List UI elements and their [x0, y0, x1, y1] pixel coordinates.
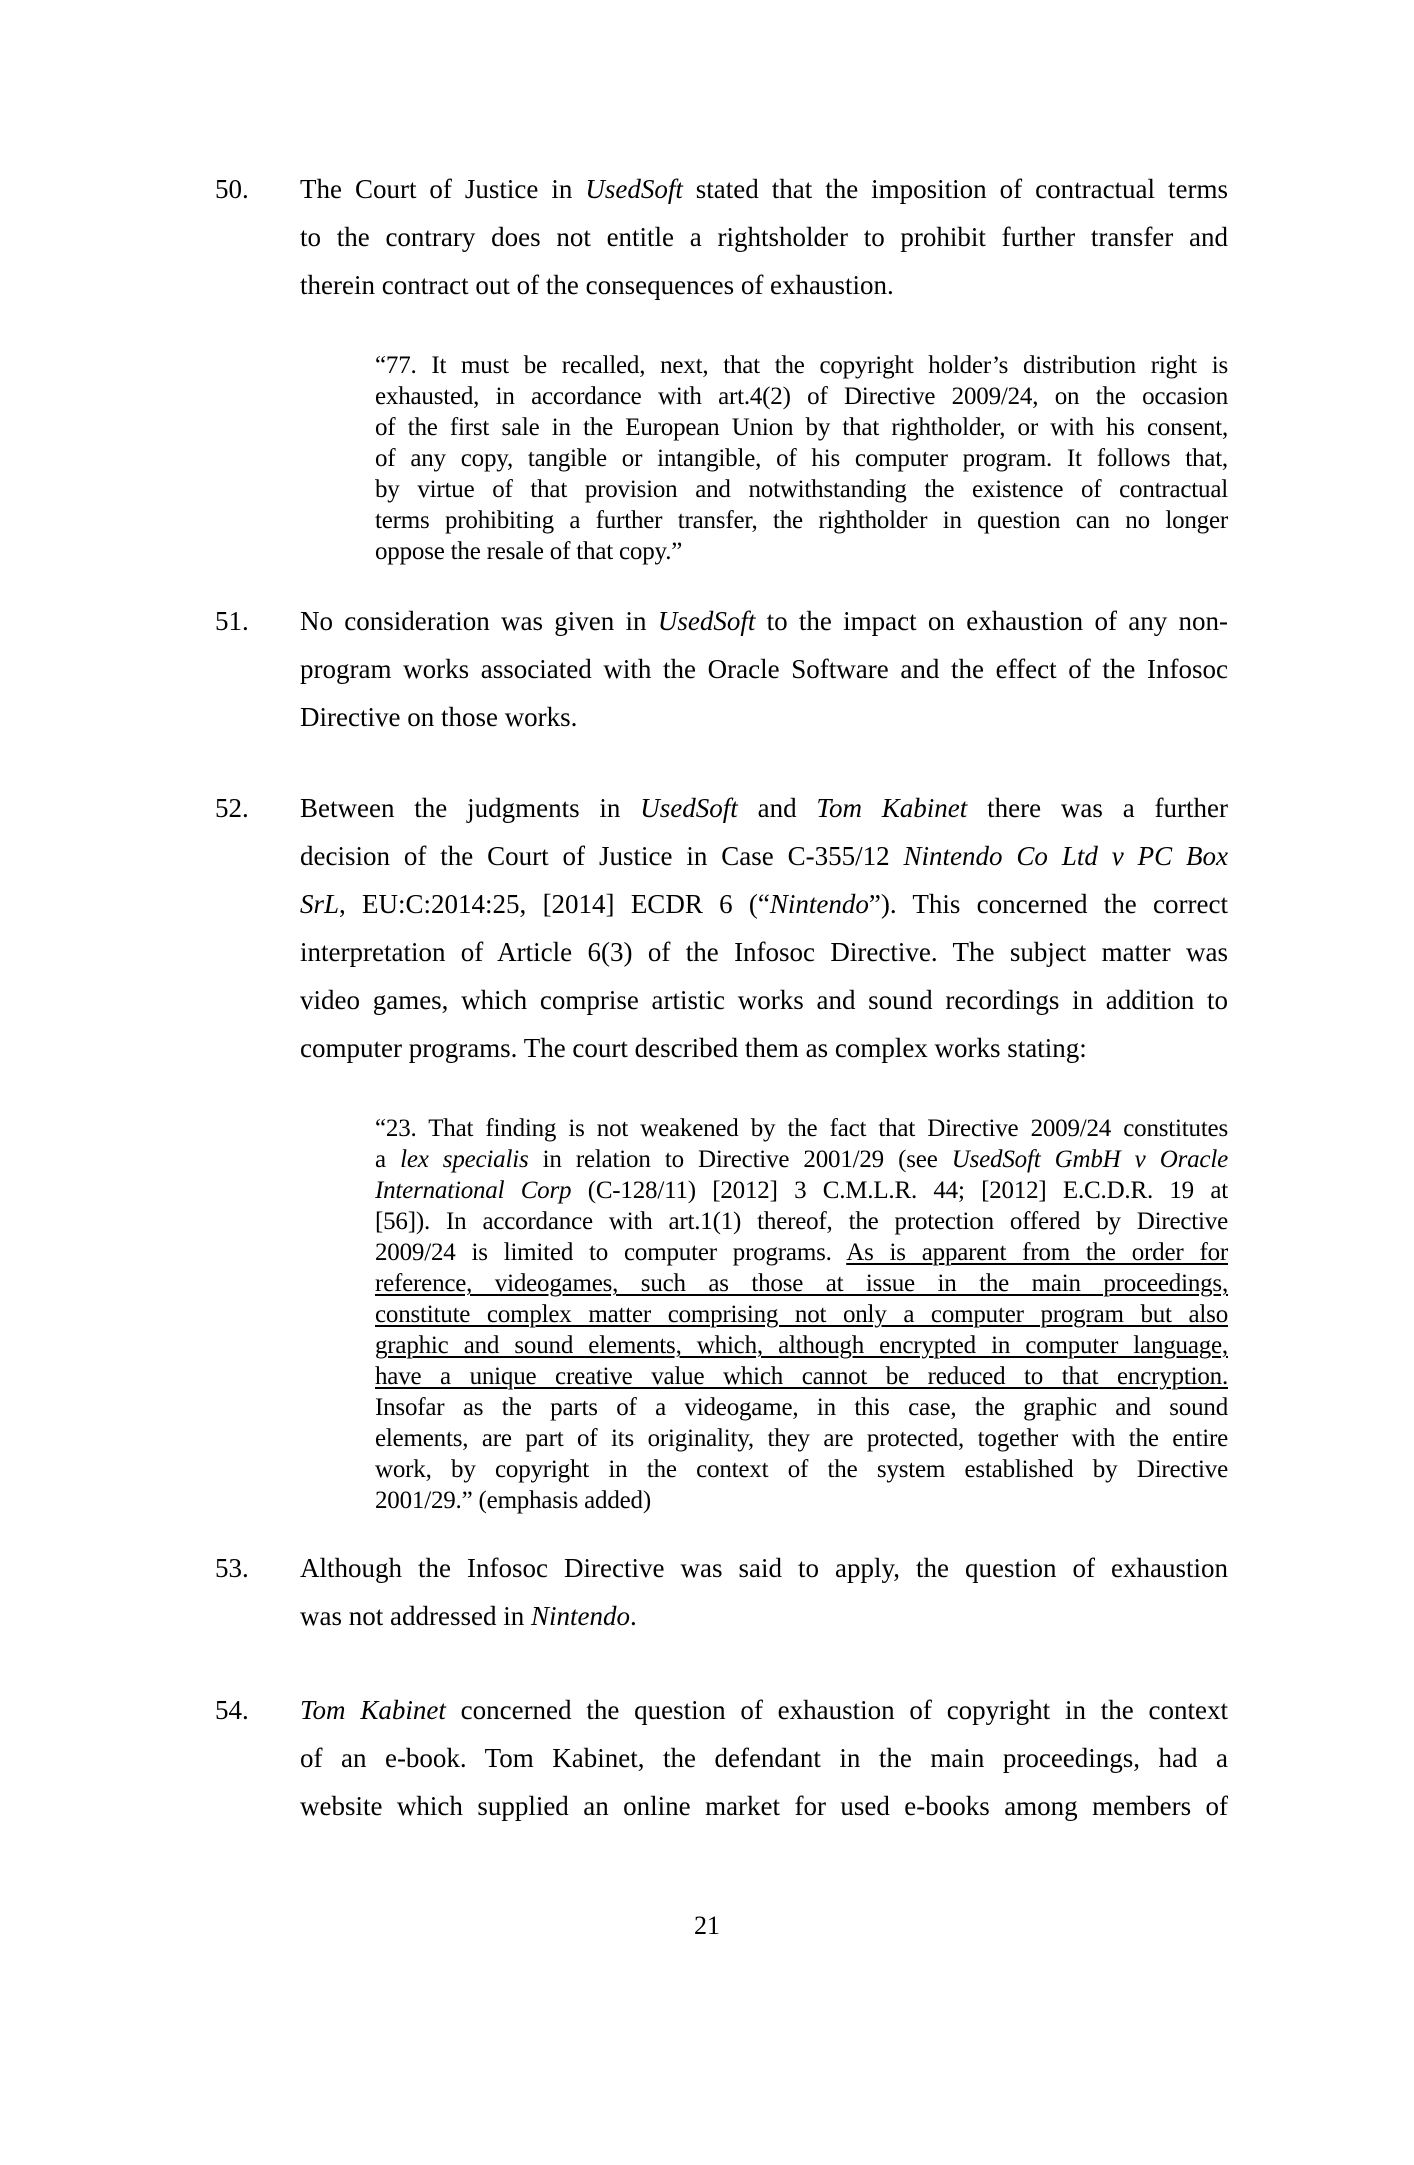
text-line [375, 505, 1228, 536]
text-line [375, 1237, 1228, 1268]
text-line [375, 1454, 1228, 1485]
text-segment: a [375, 1146, 401, 1173]
italic-text: Tom Kabinet [300, 1695, 446, 1725]
text-line [375, 1175, 1228, 1206]
paragraph-number: 54. [215, 1695, 249, 1725]
italic-text: lex specialis [400, 1146, 529, 1173]
text-line [300, 928, 1228, 976]
text-segment: work, by copyright in the context of the system established by Directive [375, 1456, 1228, 1483]
text-segment: there was a further [967, 793, 1228, 823]
text-line [300, 1592, 1228, 1640]
text-segment: video games, which comprise artistic works and sound recordings in addition to [300, 985, 1228, 1015]
block-quote [0, 350, 1414, 567]
text-line [375, 350, 1228, 381]
text-segment: “23. That finding is not weakened by the fact that Directive 2009/24 constitutes [375, 1115, 1228, 1142]
text-segment: program works associated with the Oracle Software and the effect of the Infosoc [300, 654, 1228, 684]
paragraph-52 [0, 784, 1414, 1072]
text-line [300, 213, 1228, 261]
text-segment: Although the Infosoc Directive was said to apply, the question of exhaustion [300, 1553, 1228, 1583]
text-line [375, 1423, 1228, 1454]
paragraph-53 [0, 1544, 1414, 1640]
text-segment: by virtue of that provision and notwithstanding the existence of contractual [375, 476, 1228, 503]
paragraph-54 [0, 1686, 1414, 1830]
italic-text: Nintendo [769, 889, 869, 919]
text-segment: and [737, 793, 817, 823]
text-line [300, 832, 1228, 880]
text-segment: to the contrary does not entitle a rightsholder to prohibit further transfer and [300, 222, 1228, 252]
text-segment: was not addressed in [300, 1601, 531, 1631]
page [0, 165, 1414, 2165]
text-segment: ”). This concerned the correct [868, 889, 1228, 919]
italic-text: SrL [300, 889, 340, 919]
text-line [300, 645, 1228, 693]
text-line [375, 381, 1228, 412]
document-body [0, 165, 1414, 1830]
text-segment: computer programs. The court described them as complex works stating: [300, 1033, 1087, 1063]
text-line [300, 597, 1228, 645]
text-line [300, 1544, 1228, 1592]
text-segment: Between the judgments in [300, 793, 641, 823]
text-segment: oppose the resale of that copy.” [375, 538, 683, 565]
underlined-text: As is apparent from the order for [846, 1239, 1228, 1266]
italic-text: Nintendo Co Ltd v PC Box [903, 841, 1228, 871]
text-line [375, 1268, 1228, 1299]
text-line [300, 261, 1228, 309]
text-segment: in relation to Directive 2001/29 (see [528, 1146, 952, 1173]
text-line [375, 1206, 1228, 1237]
text-line [375, 1485, 1228, 1516]
text-segment: [56]). In accordance with art.1(1) thereof, the protection offered by Directive [375, 1208, 1228, 1235]
paragraph-text [300, 165, 1228, 309]
text-line [300, 1686, 1228, 1734]
text-line [300, 976, 1228, 1024]
text-line [375, 474, 1228, 505]
italic-text: Nintendo [530, 1601, 630, 1631]
paragraph-51 [0, 597, 1414, 741]
text-segment: therein contract out of the consequences of exhaustion. [300, 270, 894, 300]
text-segment: 2001/29.” (emphasis added) [375, 1487, 651, 1514]
text-line [375, 1361, 1228, 1392]
text-segment: Insofar as the parts of a videogame, in this case, the graphic and sound [375, 1394, 1228, 1421]
text-line [375, 412, 1228, 443]
paragraph-number: 52. [215, 793, 249, 823]
text-segment: Directive on those works. [300, 702, 578, 732]
page-footer [0, 1910, 1414, 1941]
paragraph-text [300, 784, 1228, 1072]
underlined-text: have a unique creative value which cannot be reduced to that encryption. [375, 1363, 1228, 1390]
paragraph-text [300, 1544, 1228, 1640]
text-line [300, 1782, 1228, 1830]
text-line [375, 443, 1228, 474]
italic-text: UsedSoft [657, 606, 756, 636]
paragraph-text [300, 1686, 1228, 1830]
text-line [375, 1113, 1228, 1144]
text-segment: website which supplied an online market for used e-books among members of [300, 1791, 1228, 1821]
text-line [375, 1299, 1228, 1330]
paragraph-number: 53. [215, 1553, 249, 1583]
text-segment: of any copy, tangible or intangible, of his computer program. It follows that, [375, 445, 1228, 472]
text-segment: (C-128/11) [2012] 3 C.M.L.R. 44; [2012] E.C.D.R. 19 at [571, 1177, 1228, 1204]
paragraph-number: 50. [215, 174, 249, 204]
text-segment: “77. It must be recalled, next, that the copyright holder’s distribution right is [375, 352, 1228, 379]
text-segment: No consideration was given in [300, 606, 658, 636]
underlined-text: reference, videogames, such as those at issue in the main proceedings, [375, 1270, 1228, 1297]
text-line [375, 1330, 1228, 1361]
text-line [300, 880, 1228, 928]
text-segment: of an e-book. Tom Kabinet, the defendant in the main proceedings, had a [300, 1743, 1228, 1773]
text-line [375, 1144, 1228, 1175]
text-segment: decision of the Court of Justice in Case C-355/12 [300, 841, 904, 871]
text-segment: of the first sale in the European Union by that rightholder, or with his consent, [375, 414, 1228, 441]
text-line [375, 536, 1228, 567]
paragraph-text [375, 350, 1228, 567]
text-line [300, 1024, 1228, 1072]
text-segment: elements, are part of its originality, they are protected, together with the entire [375, 1425, 1228, 1452]
italic-text: International Corp [375, 1177, 572, 1204]
text-line [375, 1392, 1228, 1423]
text-line [300, 165, 1228, 213]
text-segment: , EU:C:2014:25, [2014] ECDR 6 (“ [339, 889, 770, 919]
paragraph-text [300, 597, 1228, 741]
text-line [300, 1734, 1228, 1782]
text-segment: exhausted, in accordance with art.4(2) of Directive 2009/24, on the occasion [375, 383, 1228, 410]
paragraph-50 [0, 165, 1414, 309]
underlined-text: graphic and sound elements, which, although encrypted in computer language, [375, 1332, 1228, 1359]
italic-text: UsedSoft [585, 174, 683, 204]
text-segment: . [629, 1601, 637, 1631]
italic-text: UsedSoft GmbH v Oracle [951, 1146, 1228, 1173]
text-segment: The Court of Justice in [300, 174, 586, 204]
text-segment: stated that the imposition of contractual terms [682, 174, 1228, 204]
text-segment: 2009/24 is limited to computer programs. [375, 1239, 847, 1266]
text-line [300, 693, 1228, 741]
block-quote [0, 1113, 1414, 1516]
text-segment: concerned the question of exhaustion of copyright in the context [445, 1695, 1228, 1725]
paragraph-text [375, 1113, 1228, 1516]
italic-text: UsedSoft [640, 793, 738, 823]
text-segment: interpretation of Article 6(3) of the Infosoc Directive. The subject matter was [300, 937, 1228, 967]
italic-text: Tom Kabinet [816, 793, 968, 823]
underlined-text: constitute complex matter comprising not only a computer program but also [375, 1301, 1228, 1328]
page-number: 21 [694, 1911, 720, 1940]
text-segment: to the impact on exhaustion of any non- [755, 606, 1228, 636]
text-line [300, 784, 1228, 832]
text-segment: terms prohibiting a further transfer, the rightholder in question can no longer [375, 507, 1228, 534]
paragraph-number: 51. [215, 606, 249, 636]
